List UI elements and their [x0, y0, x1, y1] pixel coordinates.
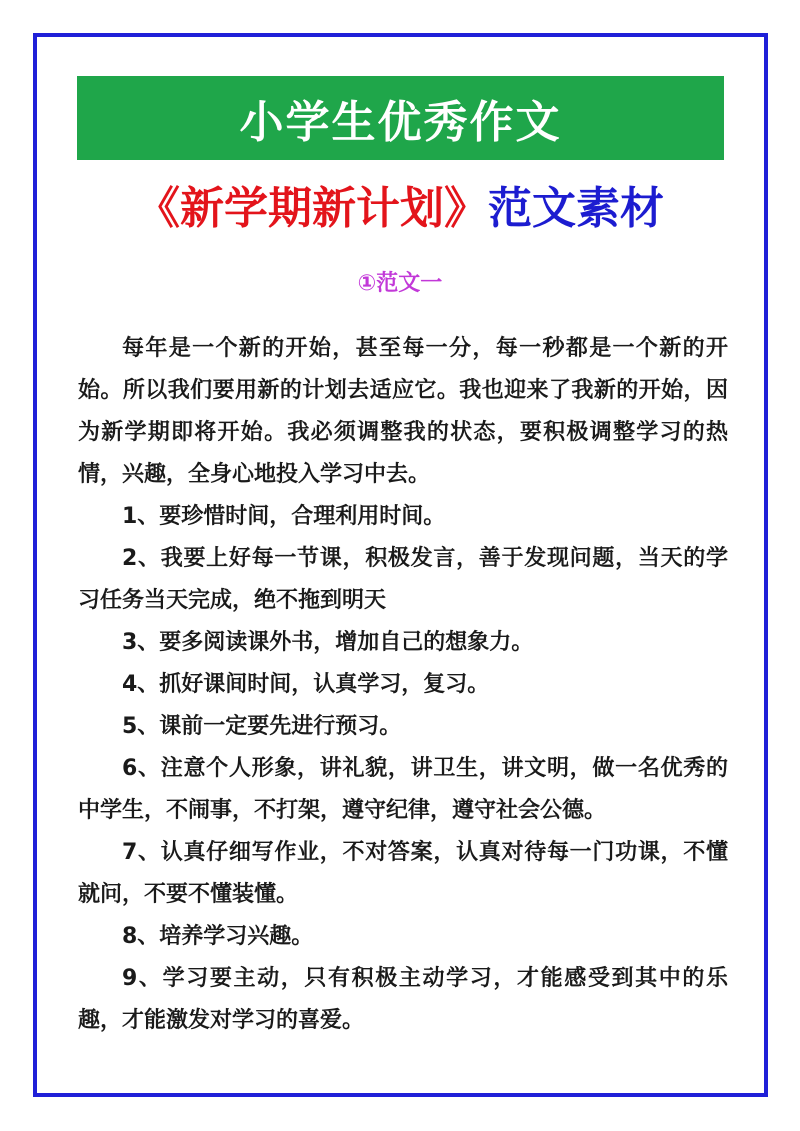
essay-title [60, 168, 740, 240]
paragraph-item-7: 7、认真仔细写作业，不对答案，认真对待每一门功课，不懂就问，不要不懂装懂。 [78, 840, 728, 907]
essay-title-topic: 《新学期新计划》 [136, 183, 488, 234]
section-label: ①范文一 [357, 271, 443, 296]
paragraph-item-3: 3、要多阅读课外书，增加自己的想象力。 [122, 630, 534, 655]
paragraph-item-1: 1、要珍惜时间，合理利用时间。 [122, 504, 446, 529]
paragraph-item-9: 9、学习要主动，只有积极主动学习，才能感受到其中的乐趣，才能激发对学习的喜爱。 [78, 966, 728, 1033]
banner-title: 小学生优秀作文 [77, 76, 724, 160]
paragraph-item-5: 5、课前一定要先进行预习。 [122, 714, 402, 739]
paragraph-item-8: 8、培养学习兴趣。 [122, 924, 314, 949]
essay-body [78, 328, 728, 1042]
essay-title-suffix: 范文素材 [488, 183, 664, 234]
paragraph-intro: 每年是一个新的开始，甚至每一分，每一秒都是一个新的开始。所以我们要用新的计划去适应它。我也迎来了我新的开始，因为新学期即将开始。我必须调整我的状态，要积极调整学习的热情，兴趣，全身心地投入学习中去。 [78, 336, 728, 487]
paragraph-item-6: 6、注意个人形象，讲礼貌，讲卫生，讲文明，做一名优秀的中学生，不闹事，不打架，遵守纪律，遵守社会公德。 [78, 756, 728, 823]
paragraph-item-2: 2、我要上好每一节课，积极发言，善于发现问题，当天的学习任务当天完成，绝不拖到明天 [78, 546, 728, 613]
paragraph-item-4: 4、抓好课间时间，认真学习，复习。 [122, 672, 490, 697]
